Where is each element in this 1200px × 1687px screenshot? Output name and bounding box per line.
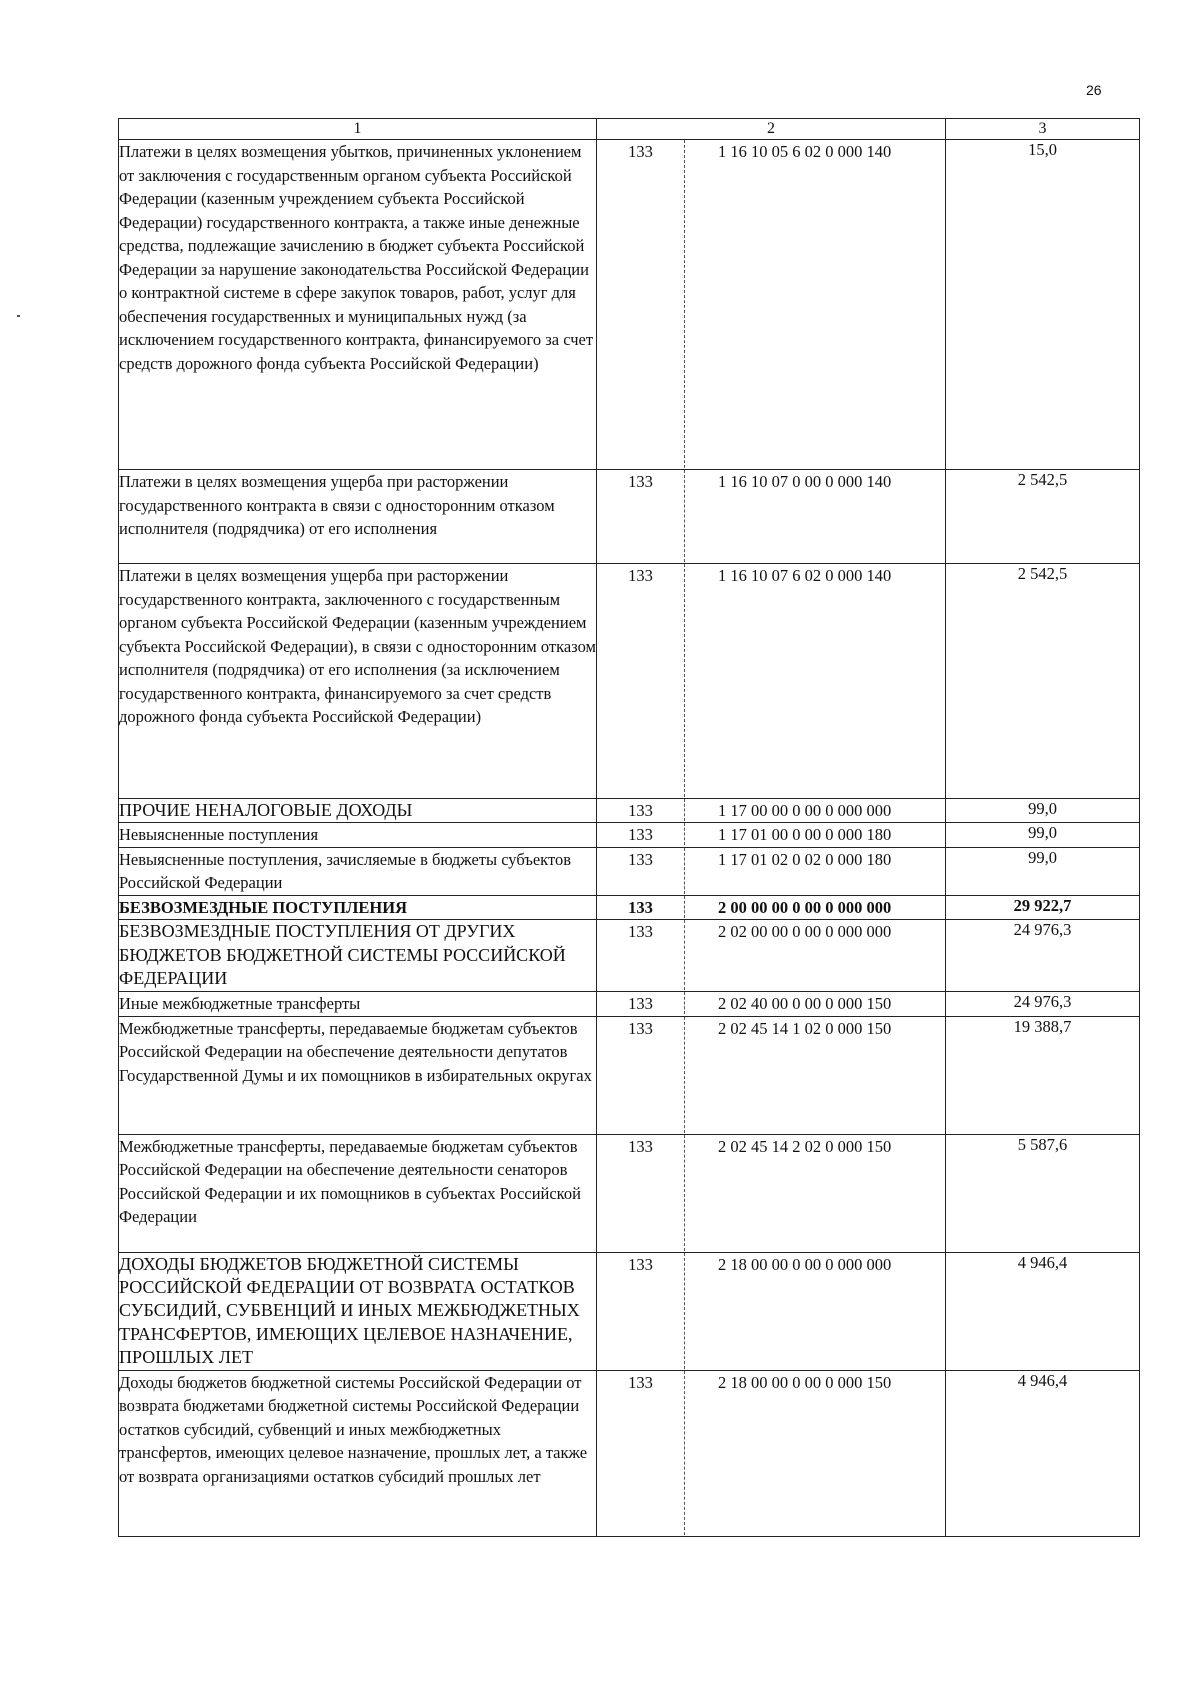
row-code-cell	[597, 470, 946, 564]
row-name: Невыясненные поступления	[119, 823, 597, 848]
row-name: БЕЗВОЗМЕЗДНЫЕ ПОСТУПЛЕНИЯ	[119, 895, 597, 920]
admin-code: 133	[628, 801, 653, 820]
table-row	[119, 799, 1140, 823]
row-amount: 5 587,6	[946, 1134, 1140, 1252]
column-header-2: 2	[597, 119, 946, 140]
budget-classification-code: 2 02 45 14 1 02 0 000 150	[684, 1017, 945, 1133]
budget-classification-code: 1 17 01 00 0 00 0 000 180	[684, 823, 945, 845]
budget-classification-code: 1 16 10 07 0 00 0 000 140	[684, 470, 945, 562]
table-row	[119, 895, 1140, 920]
budget-classification-code: 2 00 00 00 0 00 0 000 000	[684, 896, 945, 918]
row-amount: 24 976,3	[946, 992, 1140, 1017]
admin-code: 133	[628, 142, 653, 161]
column-header-1: 1	[119, 119, 597, 140]
table-row	[119, 564, 1140, 799]
admin-code: 133	[628, 1372, 653, 1392]
admin-code: 133	[628, 1254, 653, 1274]
table-row	[119, 847, 1140, 895]
row-name: БЕЗВОЗМЕЗДНЫЕ ПОСТУПЛЕНИЯ ОТ ДРУГИХ БЮДЖЕТОВ БЮДЖЕТНОЙ СИСТЕМЫ РОССИЙСКОЙ ФЕДЕРАЦИИ	[119, 920, 597, 992]
row-code-cell	[597, 1252, 946, 1370]
row-amount: 15,0	[946, 140, 1140, 470]
table-row	[119, 1134, 1140, 1252]
row-code-cell	[597, 920, 946, 992]
table-row	[119, 1252, 1140, 1370]
row-name: Платежи в целях возмещения ущерба при расторжении государственного контракта, заключенного с государственным органом субъекта Российской Федерации (казенным учреждением субъекта Российской Федерации), в связи с односторонним отказом исполнителя (подрядчика) от его исполнения (за исключением государственного контракта, финансируемого за счет средств дорожного фонда субъекта Российской Федерации)	[119, 564, 597, 799]
row-code-cell	[597, 1370, 946, 1536]
budget-classification-code: 1 16 10 07 6 02 0 000 140	[684, 564, 945, 797]
row-code-cell	[597, 1134, 946, 1252]
budget-classification-code: 2 18 00 00 0 00 0 000 150	[684, 1371, 945, 1535]
row-amount: 2 542,5	[946, 564, 1140, 799]
admin-code: 133	[628, 897, 653, 917]
row-amount: 24 976,3	[946, 920, 1140, 992]
admin-code: 133	[628, 849, 653, 869]
table-row	[119, 823, 1140, 848]
row-name: Иные межбюджетные трансферты	[119, 992, 597, 1017]
budget-revenue-table	[118, 118, 1140, 1537]
column-header-3: 3	[946, 119, 1140, 140]
admin-code: 133	[628, 472, 653, 491]
row-code-cell	[597, 895, 946, 920]
row-code-cell	[597, 823, 946, 848]
row-code-cell	[597, 564, 946, 799]
admin-code: 133	[628, 566, 653, 585]
row-name: Платежи в целях возмещения ущерба при расторжении государственного контракта в связи с односторонним отказом исполнителя (подрядчика) от его исполнения	[119, 470, 597, 564]
row-amount: 99,0	[946, 799, 1140, 823]
row-amount: 29 922,7	[946, 895, 1140, 920]
budget-classification-code: 1 17 01 02 0 02 0 000 180	[684, 848, 945, 894]
page-number: 26	[1086, 82, 1102, 98]
budget-classification-code: 2 02 00 00 0 00 0 000 000	[684, 920, 945, 990]
budget-classification-code: 2 02 45 14 2 02 0 000 150	[684, 1135, 945, 1251]
admin-code: 133	[628, 922, 653, 942]
row-amount: 4 946,4	[946, 1252, 1140, 1370]
admin-code: 133	[628, 994, 653, 1014]
admin-code: 133	[628, 1018, 653, 1038]
row-name: Межбюджетные трансферты, передаваемые бюджетам субъектов Российской Федерации на обеспечение деятельности сенаторов Российской Федерации и их помощников в субъектах Российской Федерации	[119, 1134, 597, 1252]
row-name: Платежи в целях возмещения убытков, причиненных уклонением от заключения с государственным органом субъекта Российской Федерации (казенным учреждением субъекта Российской Федерации) государственного контракта, а также иные денежные средства, подлежащие зачислению в бюджет субъекта Российской Федерации за нарушение законодательства Российской Федерации о контрактной системе в сфере закупок товаров, работ, услуг для обеспечения государственных и муниципальных нужд (за исключением государственного контракта, финансируемого за счет средств дорожного фонда субъекта Российской Федерации)	[119, 140, 597, 470]
row-amount: 99,0	[946, 823, 1140, 848]
budget-classification-code: 1 16 10 05 6 02 0 000 140	[684, 140, 945, 468]
row-name: ПРОЧИЕ НЕНАЛОГОВЫЕ ДОХОДЫ	[119, 799, 597, 823]
admin-code: 133	[628, 825, 653, 845]
row-name: ДОХОДЫ БЮДЖЕТОВ БЮДЖЕТНОЙ СИСТЕМЫ РОССИЙСКОЙ ФЕДЕРАЦИИ ОТ ВОЗВРАТА ОСТАТКОВ СУБСИДИЙ, СУБВЕНЦИЙ И ИНЫХ МЕЖБЮДЖЕТНЫХ ТРАНСФЕРТОВ, ИМЕЮЩИХ ЦЕЛЕВОЕ НАЗНАЧЕНИЕ, ПРОШЛЫХ ЛЕТ	[119, 1252, 597, 1370]
row-name: Межбюджетные трансферты, передаваемые бюджетам субъектов Российской Федерации на обеспечение деятельности депутатов Государственной Думы и их помощников в избирательных округах	[119, 1016, 597, 1134]
row-code-cell	[597, 1016, 946, 1134]
row-amount: 4 946,4	[946, 1370, 1140, 1536]
row-code-cell	[597, 799, 946, 823]
table-row	[119, 1016, 1140, 1134]
table-row	[119, 140, 1140, 470]
budget-classification-code: 2 02 40 00 0 00 0 000 150	[684, 992, 945, 1014]
row-code-cell	[597, 847, 946, 895]
budget-classification-code: 2 18 00 00 0 00 0 000 000	[684, 1253, 945, 1369]
table-row	[119, 920, 1140, 992]
budget-classification-code: 1 17 00 00 0 00 0 000 000	[684, 799, 945, 821]
row-code-cell	[597, 140, 946, 470]
row-code-cell	[597, 992, 946, 1017]
scan-artifact-dot	[17, 315, 20, 317]
row-name: Доходы бюджетов бюджетной системы Российской Федерации от возврата бюджетами бюджетной системы Российской Федерации остатков субсидий, субвенций и иных межбюджетных трансфертов, имеющих целевое назначение, прошлых лет, а также от возврата организациями остатков субсидий прошлых лет	[119, 1370, 597, 1536]
table-row	[119, 1370, 1140, 1536]
row-name: Невыясненные поступления, зачисляемые в бюджеты субъектов Российской Федерации	[119, 847, 597, 895]
row-amount: 99,0	[946, 847, 1140, 895]
admin-code: 133	[628, 1136, 653, 1156]
table-row	[119, 992, 1140, 1017]
row-amount: 2 542,5	[946, 470, 1140, 564]
row-amount: 19 388,7	[946, 1016, 1140, 1134]
table-row	[119, 470, 1140, 564]
table-header-row	[119, 119, 1140, 140]
